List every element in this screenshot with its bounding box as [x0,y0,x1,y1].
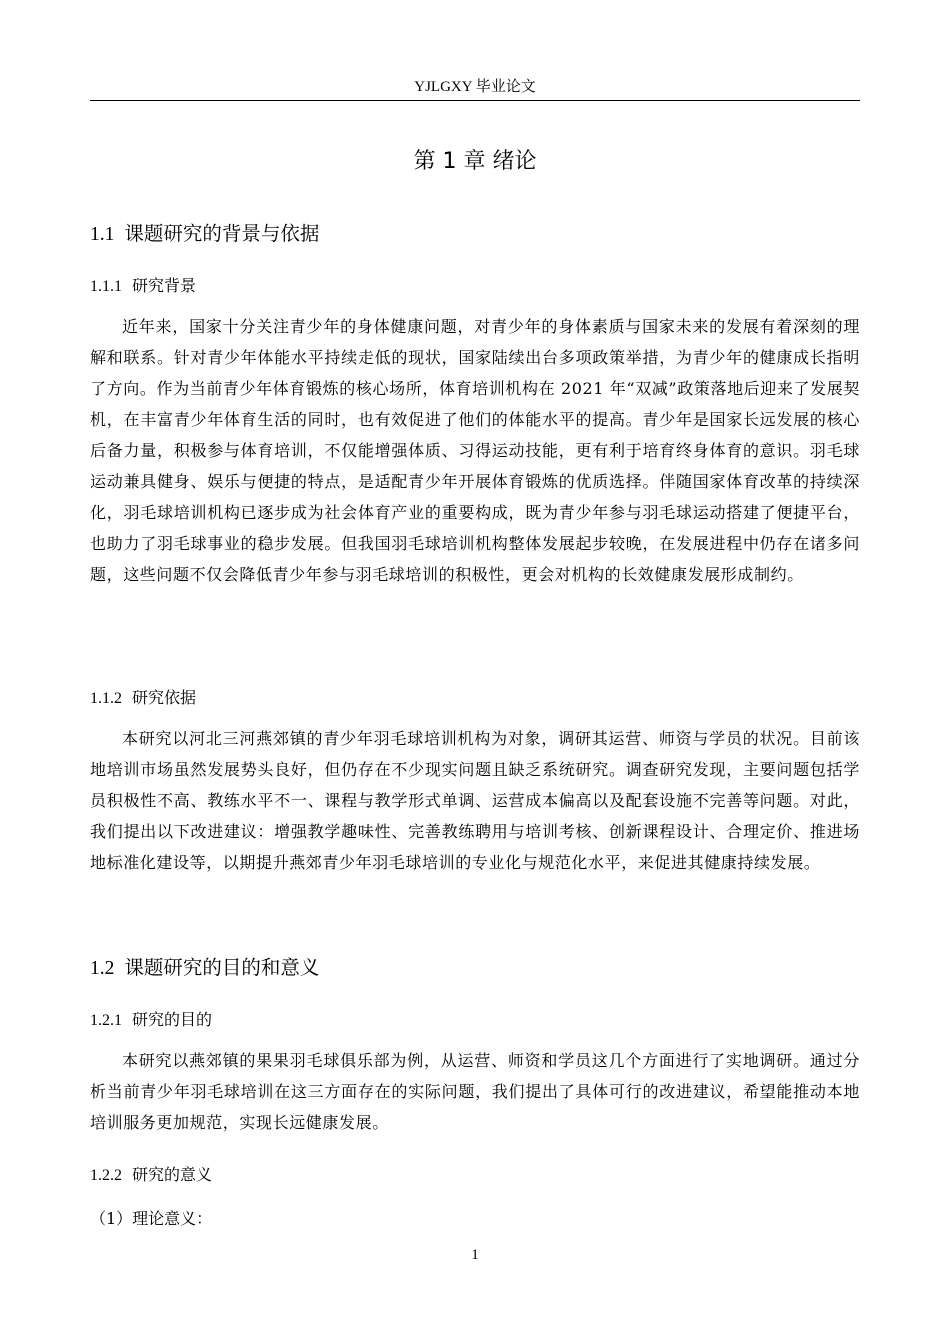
subsection-title: 研究背景 [132,276,197,295]
chapter-title: 第 1 章 绪论 [413,149,537,174]
subsection-heading-1-1-1 [90,274,196,299]
running-header: YJLGXY 毕业论文 [414,79,536,95]
subsection-title: 研究的意义 [132,1165,213,1184]
subsection-heading-1-2-2 [90,1163,212,1188]
paragraph-research-basis: 本研究以河北三河燕郊镇的青少年羽毛球培训机构为对象，调研其运营、师资与学员的状况。目前该地培训市场虽然发展势头良好，但仍存在不少现实问题且缺乏系统研究。调查研究发现，主要问题包括学员积极性不高、教练水平不一、课程与教学形式单调、运营成本偏高以及配套设施不完善等问题。对此，我们提出以下改进建议：增强教学趣味性、完善教练聘用与培训考核、创新课程设计、合理定价、推进场地标准化建设等，以期提升燕郊青少年羽毛球培训的专业化与规范化水平，来促进其健康持续发展。 [90,729,860,872]
section-number: 1.1 [90,224,115,245]
section-title: 课题研究的目的和意义 [124,956,320,979]
section-heading-1-1 [90,220,319,249]
subsection-number: 1.1.2 [90,690,122,707]
paragraph-research-purpose: 本研究以燕郊镇的果果羽毛球俱乐部为例，从运营、师资和学员这几个方面进行了实地调研。通过分析当前青少年羽毛球培训在这三方面存在的实际问题，我们提出了具体可行的改进建议，希望能推动本地培训服务更加规范，实现长远健康发展。 [90,1051,860,1132]
subsection-number: 1.2.1 [90,1012,122,1029]
list-item-theoretical-significance: （1）理论意义： [90,1209,213,1228]
page-number: 1 [471,1247,479,1263]
paragraph-research-background: 近年来，国家十分关注青少年的身体健康问题，对青少年的身体素质与国家未来的发展有着深刻的理解和联系。针对青少年体能水平持续走低的现状，国家陆续出台多项政策举措，为青少年的健康成长指明了方向。作为当前青少年体育锻炼的核心场所，体育培训机构在 2021 年“双减”政策落地后迎来了发展契机，在丰富青少年体育生活的同时，也有效促进了他们的体能水平的提高。青少年是国家长远发展的核心后备力量，积极参与体育培训，不仅能增强体质、习得运动技能，更有利于培育终身体育的意识。羽毛球运动兼具健身、娱乐与便捷的特点，是适配青少年开展体育锻炼的优质选择。伴随国家体育改革的持续深化，羽毛球培训机构已逐步成为社会体育产业的重要构成，既为青少年参与羽毛球运动搭建了便捷平台，也助力了羽毛球事业的稳步发展。但我国羽毛球培训机构整体发展起步较晚，在发展进程中仍存在诸多问题，这些问题不仅会降低青少年参与羽毛球培训的积极性，更会对机构的长效健康发展形成制约。 [90,317,860,584]
subsection-number: 1.1.1 [90,278,122,295]
section-number: 1.2 [90,958,115,979]
section-title: 课题研究的背景与依据 [124,222,320,245]
subsection-number: 1.2.2 [90,1167,122,1184]
subsection-heading-1-2-1 [90,1008,212,1033]
section-heading-1-2 [90,954,319,983]
subsection-title: 研究的目的 [132,1010,213,1029]
subsection-heading-1-1-2 [90,686,196,711]
subsection-title: 研究依据 [132,688,197,707]
header-rule [90,100,860,101]
